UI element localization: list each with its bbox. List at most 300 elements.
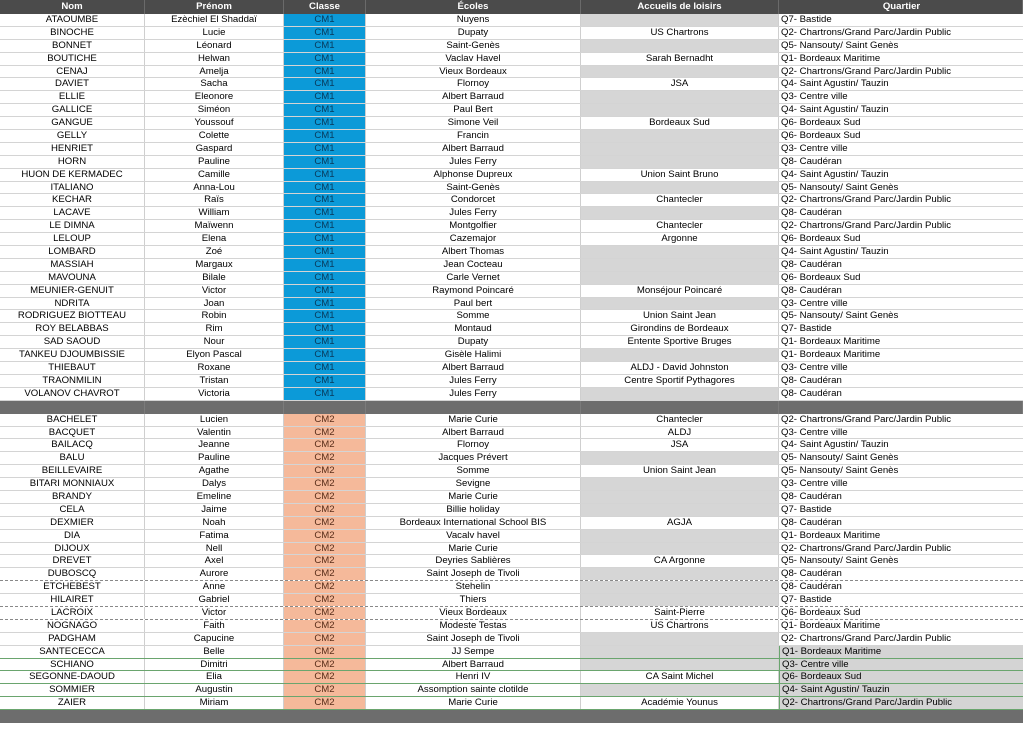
cell-classe[interactable]: CM2 (284, 414, 366, 426)
cell-nom[interactable]: SAD SAOUD (0, 336, 145, 348)
cell-accueil[interactable] (581, 272, 779, 284)
cell-quartier[interactable]: Q5- Nansouty/ Saint Genès (781, 181, 899, 193)
cell-nom[interactable]: GELLY (0, 130, 145, 142)
cell-accueil[interactable] (581, 246, 779, 258)
cell-ecole[interactable]: Sevigne (366, 478, 581, 490)
cell-nom[interactable]: NDRITA (0, 298, 145, 310)
cell-nom[interactable]: TANKEU DJOUMBISSIE (0, 349, 145, 361)
cell-quartier[interactable]: Q4- Saint Agustin/ Tauzin (781, 168, 889, 180)
cell-classe[interactable]: CM1 (284, 362, 366, 374)
cell-quartier[interactable]: Q7- Bastide (781, 14, 832, 25)
cell-accueil[interactable] (581, 633, 779, 645)
cell-ecole[interactable]: Saint-Genès (366, 40, 581, 52)
cell-prenom[interactable]: William (145, 207, 284, 219)
separator-cell[interactable] (0, 401, 145, 414)
cell-accueil[interactable] (581, 143, 779, 155)
cell-nom[interactable]: BACHELET (0, 414, 145, 426)
cell-accueil[interactable]: Union Saint Bruno (581, 169, 779, 181)
cell-nom[interactable]: ELLIE (0, 91, 145, 103)
cell-classe[interactable]: CM1 (284, 285, 366, 297)
cell-classe[interactable]: CM2 (284, 530, 366, 542)
cell-ecole[interactable]: Thiers (366, 594, 581, 606)
cell-nom[interactable]: BEILLEVAIRE (0, 465, 145, 477)
cell-nom[interactable]: DREVET (0, 555, 145, 567)
cell-nom[interactable]: KECHAR (0, 194, 145, 206)
separator-cell[interactable] (145, 401, 284, 414)
cell-prenom[interactable]: Jeanne (145, 439, 284, 451)
cell-quartier[interactable]: Q2- Chartrons/Grand Parc/Jardin Public (781, 220, 952, 232)
cell-prenom[interactable]: Capucine (145, 633, 284, 645)
cell-accueil[interactable]: Chantecler (581, 220, 779, 232)
cell-accueil[interactable]: AGJA (581, 517, 779, 529)
cell-quartier[interactable]: Q4- Saint Agustin/ Tauzin (779, 684, 1023, 696)
cell-quartier[interactable]: Q7- Bastide (781, 323, 832, 335)
cell-nom[interactable]: MASSIAH (0, 259, 145, 271)
cell-quartier[interactable]: Q3- Centre ville (781, 297, 848, 309)
cell-nom[interactable]: SOMMIER (0, 684, 145, 696)
cell-accueil[interactable] (581, 452, 779, 464)
cell-nom[interactable]: HILAIRET (0, 594, 145, 606)
cell-prenom[interactable]: Lucien (145, 414, 284, 426)
cell-classe[interactable]: CM2 (284, 568, 366, 580)
cell-accueil[interactable] (581, 104, 779, 116)
cell-nom[interactable]: MEUNIER-GENUIT (0, 285, 145, 297)
cell-classe[interactable]: CM1 (284, 259, 366, 271)
cell-classe[interactable]: CM2 (284, 427, 366, 439)
cell-ecole[interactable]: Dupaty (366, 336, 581, 348)
cell-ecole[interactable]: JJ Sempe (366, 646, 581, 658)
cell-prenom[interactable]: Faith (145, 620, 284, 632)
cell-quartier[interactable]: Q1- Bordeaux Maritime (781, 619, 881, 631)
cell-classe[interactable]: CM2 (284, 452, 366, 464)
cell-ecole[interactable]: Marie Curie (366, 491, 581, 503)
header-classe[interactable]: Classe (284, 0, 366, 14)
cell-prenom[interactable]: Zoé (145, 246, 284, 258)
cell-prenom[interactable]: Agathe (145, 465, 284, 477)
header-accueils[interactable]: Accueils de loisirs (581, 0, 779, 14)
header-ecoles[interactable]: Écoles (366, 0, 581, 14)
cell-ecole[interactable]: Jules Ferry (366, 207, 581, 219)
cell-quartier[interactable]: Q5- Nansouty/ Saint Genès (781, 465, 899, 477)
cell-ecole[interactable]: Vieux Bordeaux (366, 607, 581, 619)
cell-quartier[interactable]: Q2- Chartrons/Grand Parc/Jardin Public (781, 26, 952, 38)
cell-ecole[interactable]: Saint Joseph de Tivoli (366, 633, 581, 645)
cell-quartier[interactable]: Q2- Chartrons/Grand Parc/Jardin Public (781, 194, 952, 206)
cell-quartier[interactable]: Q7- Bastide (781, 503, 832, 515)
header-nom[interactable]: Nom (0, 0, 145, 14)
cell-accueil[interactable] (581, 388, 779, 400)
cell-quartier[interactable]: Q4- Saint Agustin/ Tauzin (781, 246, 889, 258)
cell-ecole[interactable]: Stehelin (366, 581, 581, 593)
cell-ecole[interactable]: Albert Barraud (366, 659, 581, 671)
cell-ecole[interactable]: Flornoy (366, 78, 581, 90)
cell-quartier[interactable]: Q8- Caudéran (781, 490, 842, 502)
cell-prenom[interactable]: Bilale (145, 272, 284, 284)
cell-classe[interactable]: CM2 (284, 491, 366, 503)
cell-nom[interactable]: LOMBARD (0, 246, 145, 258)
cell-classe[interactable]: CM1 (284, 207, 366, 219)
cell-classe[interactable]: CM1 (284, 117, 366, 129)
cell-prenom[interactable]: Raïs (145, 194, 284, 206)
cell-accueil[interactable] (581, 156, 779, 168)
cell-accueil[interactable]: Monséjour Poincaré (581, 285, 779, 297)
cell-prenom[interactable]: Augustin (145, 684, 284, 696)
cell-classe[interactable]: CM1 (284, 182, 366, 194)
cell-prenom[interactable]: Amelja (145, 66, 284, 78)
cell-classe[interactable]: CM2 (284, 517, 366, 529)
cell-quartier[interactable]: Q5- Nansouty/ Saint Genès (781, 39, 899, 51)
cell-accueil[interactable] (581, 259, 779, 271)
cell-prenom[interactable]: Siméon (145, 104, 284, 116)
cell-accueil[interactable] (581, 182, 779, 194)
cell-accueil[interactable]: Chantecler (581, 194, 779, 206)
cell-nom[interactable]: PADGHAM (0, 633, 145, 645)
header-quartier[interactable]: Quartier (779, 0, 1023, 14)
cell-ecole[interactable]: Vaclav Havel (366, 53, 581, 65)
cell-quartier[interactable]: Q6- Bordeaux Sud (779, 671, 1023, 683)
cell-quartier[interactable]: Q2- Chartrons/Grand Parc/Jardin Public (781, 413, 952, 425)
cell-nom[interactable]: THIEBAUT (0, 362, 145, 374)
cell-nom[interactable]: DUBOSCQ (0, 568, 145, 580)
cell-accueil[interactable]: Académie Younus (581, 697, 779, 709)
cell-ecole[interactable]: Marie Curie (366, 543, 581, 555)
cell-classe[interactable]: CM2 (284, 659, 366, 671)
cell-quartier[interactable]: Q4- Saint Agustin/ Tauzin (781, 78, 889, 90)
cell-ecole[interactable]: Francin (366, 130, 581, 142)
cell-classe[interactable]: CM1 (284, 388, 366, 400)
cell-accueil[interactable] (581, 568, 779, 580)
cell-quartier[interactable]: Q1- Bordeaux Maritime (781, 529, 881, 541)
cell-nom[interactable]: BOUTICHE (0, 53, 145, 65)
cell-prenom[interactable]: Belle (145, 646, 284, 658)
cell-accueil[interactable]: Bordeaux Sud (581, 117, 779, 129)
cell-ecole[interactable]: Montgolfier (366, 220, 581, 232)
cell-prenom[interactable]: Miriam (145, 697, 284, 709)
cell-ecole[interactable]: Deyries Sablières (366, 555, 581, 567)
cell-quartier[interactable]: Q7- Bastide (781, 594, 832, 606)
separator-cell[interactable] (284, 401, 366, 414)
cell-ecole[interactable]: Marie Curie (366, 697, 581, 709)
cell-prenom[interactable]: Dalys (145, 478, 284, 490)
cell-nom[interactable]: HORN (0, 156, 145, 168)
cell-ecole[interactable]: Albert Barraud (366, 362, 581, 374)
cell-classe[interactable]: CM1 (284, 78, 366, 90)
cell-ecole[interactable]: Nuyens (366, 14, 581, 26)
cell-classe[interactable]: CM1 (284, 91, 366, 103)
cell-quartier[interactable]: Q8- Caudéran (781, 374, 842, 386)
cell-prenom[interactable]: Noah (145, 517, 284, 529)
cell-quartier[interactable]: Q6- Bordeaux Sud (781, 271, 861, 283)
cell-classe[interactable]: CM2 (284, 607, 366, 619)
cell-ecole[interactable]: Albert Barraud (366, 427, 581, 439)
cell-quartier[interactable]: Q8- Caudéran (781, 516, 842, 528)
cell-nom[interactable]: ATAOUMBE (0, 14, 145, 26)
cell-classe[interactable]: CM1 (284, 40, 366, 52)
cell-prenom[interactable]: Rim (145, 323, 284, 335)
cell-nom[interactable]: GANGUE (0, 117, 145, 129)
cell-nom[interactable]: SCHIANO (0, 659, 145, 671)
cell-accueil[interactable]: ALDJ - David Johnston (581, 362, 779, 374)
cell-classe[interactable]: CM2 (284, 671, 366, 683)
cell-classe[interactable]: CM2 (284, 697, 366, 709)
cell-accueil[interactable] (581, 543, 779, 555)
cell-nom[interactable]: DEXMIER (0, 517, 145, 529)
cell-classe[interactable]: CM1 (284, 349, 366, 361)
cell-classe[interactable]: CM2 (284, 594, 366, 606)
cell-quartier[interactable]: Q8- Caudéran (781, 258, 842, 270)
cell-accueil[interactable] (581, 66, 779, 78)
cell-prenom[interactable]: Pauline (145, 156, 284, 168)
cell-classe[interactable]: CM1 (284, 375, 366, 387)
cell-accueil[interactable]: US Chartrons (581, 27, 779, 39)
cell-quartier[interactable]: Q5- Nansouty/ Saint Genès (781, 555, 899, 567)
cell-ecole[interactable]: Paul Bert (366, 104, 581, 116)
cell-accueil[interactable]: Girondins de Bordeaux (581, 323, 779, 335)
cell-ecole[interactable]: Jean Cocteau (366, 259, 581, 271)
cell-accueil[interactable] (581, 581, 779, 593)
cell-quartier[interactable]: Q1- Bordeaux Maritime (781, 336, 881, 348)
cell-accueil[interactable]: Chantecler (581, 414, 779, 426)
cell-classe[interactable]: CM2 (284, 478, 366, 490)
cell-ecole[interactable]: Jacques Prévert (366, 452, 581, 464)
cell-prenom[interactable]: Jaime (145, 504, 284, 516)
cell-prenom[interactable]: Ezèchiel El Shaddaï (145, 14, 284, 26)
cell-accueil[interactable]: CA Argonne (581, 555, 779, 567)
cell-ecole[interactable]: Gisèle Halimi (366, 349, 581, 361)
cell-accueil[interactable] (581, 478, 779, 490)
cell-quartier[interactable]: Q8- Caudéran (781, 207, 842, 219)
cell-ecole[interactable]: Assomption sainte clotilde (366, 684, 581, 696)
cell-classe[interactable]: CM1 (284, 53, 366, 65)
cell-classe[interactable]: CM2 (284, 543, 366, 555)
cell-nom[interactable]: BACQUET (0, 427, 145, 439)
cell-ecole[interactable]: Cazemajor (366, 233, 581, 245)
cell-prenom[interactable]: Helwan (145, 53, 284, 65)
cell-ecole[interactable]: Albert Thomas (366, 246, 581, 258)
cell-prenom[interactable]: Elyon Pascal (145, 349, 284, 361)
cell-classe[interactable]: CM1 (284, 233, 366, 245)
cell-ecole[interactable]: Albert Barraud (366, 143, 581, 155)
cell-quartier[interactable]: Q5- Nansouty/ Saint Genès (781, 452, 899, 464)
cell-prenom[interactable]: Camille (145, 169, 284, 181)
cell-classe[interactable]: CM1 (284, 194, 366, 206)
cell-prenom[interactable]: Nour (145, 336, 284, 348)
cell-nom[interactable]: ITALIANO (0, 182, 145, 194)
cell-accueil[interactable] (581, 594, 779, 606)
cell-accueil[interactable] (581, 298, 779, 310)
cell-nom[interactable]: BALU (0, 452, 145, 464)
cell-classe[interactable]: CM1 (284, 14, 366, 26)
cell-quartier[interactable]: Q2- Chartrons/Grand Parc/Jardin Public (779, 697, 1023, 709)
cell-quartier[interactable]: Q2- Chartrons/Grand Parc/Jardin Public (781, 65, 952, 77)
cell-accueil[interactable]: Entente Sportive Bruges (581, 336, 779, 348)
cell-quartier[interactable]: Q8- Caudéran (781, 387, 842, 399)
cell-nom[interactable]: LE DIMNA (0, 220, 145, 232)
cell-prenom[interactable]: Victor (145, 285, 284, 297)
cell-accueil[interactable]: Centre Sportif Pythagores (581, 375, 779, 387)
cell-prenom[interactable]: Anne (145, 581, 284, 593)
cell-nom[interactable]: RODRIGUEZ BIOTTEAU (0, 310, 145, 322)
cell-classe[interactable]: CM1 (284, 104, 366, 116)
cell-accueil[interactable]: Saint-Pierre (581, 607, 779, 619)
cell-classe[interactable]: CM1 (284, 27, 366, 39)
cell-classe[interactable]: CM2 (284, 555, 366, 567)
cell-prenom[interactable]: Robin (145, 310, 284, 322)
cell-prenom[interactable]: Dimitri (145, 659, 284, 671)
cell-ecole[interactable]: Carle Vernet (366, 272, 581, 284)
cell-classe[interactable]: CM1 (284, 130, 366, 142)
cell-accueil[interactable]: ALDJ (581, 427, 779, 439)
cell-accueil[interactable] (581, 491, 779, 503)
cell-classe[interactable]: CM1 (284, 220, 366, 232)
cell-classe[interactable]: CM1 (284, 156, 366, 168)
cell-ecole[interactable]: Dupaty (366, 27, 581, 39)
cell-ecole[interactable]: Flornoy (366, 439, 581, 451)
cell-classe[interactable]: CM2 (284, 646, 366, 658)
cell-classe[interactable]: CM1 (284, 246, 366, 258)
cell-classe[interactable]: CM1 (284, 169, 366, 181)
cell-accueil[interactable] (581, 646, 779, 658)
cell-prenom[interactable]: Anna-Lou (145, 182, 284, 194)
cell-ecole[interactable]: Condorcet (366, 194, 581, 206)
cell-prenom[interactable]: Joan (145, 298, 284, 310)
cell-quartier[interactable]: Q8- Caudéran (781, 568, 842, 580)
cell-prenom[interactable]: Aurore (145, 568, 284, 580)
cell-quartier[interactable]: Q8- Caudéran (781, 581, 842, 593)
cell-quartier[interactable]: Q8- Caudéran (781, 284, 842, 296)
cell-quartier[interactable]: Q8- Caudéran (781, 155, 842, 167)
cell-ecole[interactable]: Jules Ferry (366, 375, 581, 387)
cell-accueil[interactable] (581, 530, 779, 542)
cell-nom[interactable]: SEGONNE-DAOUD (0, 671, 145, 683)
cell-prenom[interactable]: Valentin (145, 427, 284, 439)
cell-prenom[interactable]: Nell (145, 543, 284, 555)
cell-ecole[interactable]: Alphonse Dupreux (366, 169, 581, 181)
cell-quartier[interactable]: Q2- Chartrons/Grand Parc/Jardin Public (781, 632, 952, 644)
separator-cell[interactable] (366, 401, 581, 414)
cell-nom[interactable]: NOGNAGO (0, 620, 145, 632)
cell-prenom[interactable]: Elia (145, 671, 284, 683)
cell-prenom[interactable]: Roxane (145, 362, 284, 374)
cell-ecole[interactable]: Paul bert (366, 298, 581, 310)
cell-nom[interactable]: HUON DE KERMADEC (0, 169, 145, 181)
cell-quartier[interactable]: Q5- Nansouty/ Saint Genès (781, 310, 899, 322)
cell-prenom[interactable]: Gaspard (145, 143, 284, 155)
cell-nom[interactable]: BRANDY (0, 491, 145, 503)
cell-classe[interactable]: CM1 (284, 310, 366, 322)
cell-prenom[interactable]: Victor (145, 607, 284, 619)
cell-prenom[interactable]: Gabriel (145, 594, 284, 606)
cell-quartier[interactable]: Q3- Centre ville (781, 142, 848, 154)
cell-quartier[interactable]: Q4- Saint Agustin/ Tauzin (781, 104, 889, 116)
separator-cell[interactable] (581, 401, 779, 414)
cell-nom[interactable]: BONNET (0, 40, 145, 52)
cell-accueil[interactable]: Union Saint Jean (581, 465, 779, 477)
cell-accueil[interactable] (581, 130, 779, 142)
cell-ecole[interactable]: Montaud (366, 323, 581, 335)
cell-quartier[interactable]: Q6- Bordeaux Sud (781, 117, 861, 129)
cell-nom[interactable]: CELA (0, 504, 145, 516)
cell-classe[interactable]: CM1 (284, 272, 366, 284)
cell-ecole[interactable]: Vacalv havel (366, 530, 581, 542)
cell-ecole[interactable]: Vieux Bordeaux (366, 66, 581, 78)
cell-ecole[interactable]: Marie Curie (366, 414, 581, 426)
cell-nom[interactable]: HENRIET (0, 143, 145, 155)
cell-ecole[interactable]: Somme (366, 310, 581, 322)
cell-quartier[interactable]: Q1- Bordeaux Maritime (781, 52, 881, 64)
cell-quartier[interactable]: Q1- Bordeaux Maritime (779, 646, 1023, 658)
cell-classe[interactable]: CM1 (284, 143, 366, 155)
cell-prenom[interactable]: Léonard (145, 40, 284, 52)
cell-prenom[interactable]: Margaux (145, 259, 284, 271)
cell-nom[interactable]: LACAVE (0, 207, 145, 219)
cell-ecole[interactable]: Modeste Testas (366, 620, 581, 632)
cell-ecole[interactable]: Jules Ferry (366, 156, 581, 168)
cell-nom[interactable]: VOLANOV CHAVROT (0, 388, 145, 400)
cell-nom[interactable]: SANTECECCA (0, 646, 145, 658)
cell-accueil[interactable]: CA Saint Michel (581, 671, 779, 683)
cell-prenom[interactable]: Pauline (145, 452, 284, 464)
cell-prenom[interactable]: Elena (145, 233, 284, 245)
cell-quartier[interactable]: Q1- Bordeaux Maritime (781, 349, 881, 361)
cell-prenom[interactable]: Youssouf (145, 117, 284, 129)
cell-classe[interactable]: CM1 (284, 323, 366, 335)
cell-nom[interactable]: TRAONMILIN (0, 375, 145, 387)
cell-ecole[interactable]: Bordeaux International School BIS (366, 517, 581, 529)
cell-nom[interactable]: ROY BELABBAS (0, 323, 145, 335)
cell-nom[interactable]: BITARI MONNIAUX (0, 478, 145, 490)
cell-nom[interactable]: LACROIX (0, 607, 145, 619)
cell-accueil[interactable] (581, 14, 779, 26)
cell-accueil[interactable]: JSA (581, 78, 779, 90)
cell-prenom[interactable]: Maïwenn (145, 220, 284, 232)
separator-cell[interactable] (779, 401, 1023, 414)
cell-classe[interactable]: CM2 (284, 581, 366, 593)
cell-ecole[interactable]: Raymond Poincaré (366, 285, 581, 297)
cell-quartier[interactable]: Q3- Centre ville (781, 478, 848, 490)
cell-ecole[interactable]: Billie holiday (366, 504, 581, 516)
cell-ecole[interactable]: Albert Barraud (366, 91, 581, 103)
cell-accueil[interactable]: Union Saint Jean (581, 310, 779, 322)
cell-nom[interactable]: ZAIER (0, 697, 145, 709)
cell-quartier[interactable]: Q4- Saint Agustin/ Tauzin (781, 439, 889, 451)
cell-prenom[interactable]: Lucie (145, 27, 284, 39)
cell-nom[interactable]: MAVOUNA (0, 272, 145, 284)
cell-nom[interactable]: BAILACQ (0, 439, 145, 451)
cell-accueil[interactable] (581, 40, 779, 52)
cell-prenom[interactable]: Victoria (145, 388, 284, 400)
cell-quartier[interactable]: Q3- Centre ville (781, 91, 848, 103)
cell-accueil[interactable]: Sarah Bernadht (581, 53, 779, 65)
cell-accueil[interactable] (581, 684, 779, 696)
cell-prenom[interactable]: Emeline (145, 491, 284, 503)
cell-accueil[interactable] (581, 91, 779, 103)
cell-ecole[interactable]: Saint-Genès (366, 182, 581, 194)
cell-ecole[interactable]: Saint Joseph de Tivoli (366, 568, 581, 580)
cell-quartier[interactable]: Q6- Bordeaux Sud (781, 130, 861, 142)
cell-nom[interactable]: ETCHEBEST (0, 581, 145, 593)
cell-quartier[interactable]: Q2- Chartrons/Grand Parc/Jardin Public (781, 542, 952, 554)
cell-classe[interactable]: CM2 (284, 465, 366, 477)
cell-classe[interactable]: CM1 (284, 298, 366, 310)
cell-ecole[interactable]: Henri IV (366, 671, 581, 683)
cell-classe[interactable]: CM2 (284, 504, 366, 516)
cell-accueil[interactable] (581, 659, 779, 671)
cell-quartier[interactable]: Q3- Centre ville (781, 426, 848, 438)
cell-accueil[interactable] (581, 207, 779, 219)
cell-classe[interactable]: CM2 (284, 620, 366, 632)
cell-accueil[interactable]: Argonne (581, 233, 779, 245)
